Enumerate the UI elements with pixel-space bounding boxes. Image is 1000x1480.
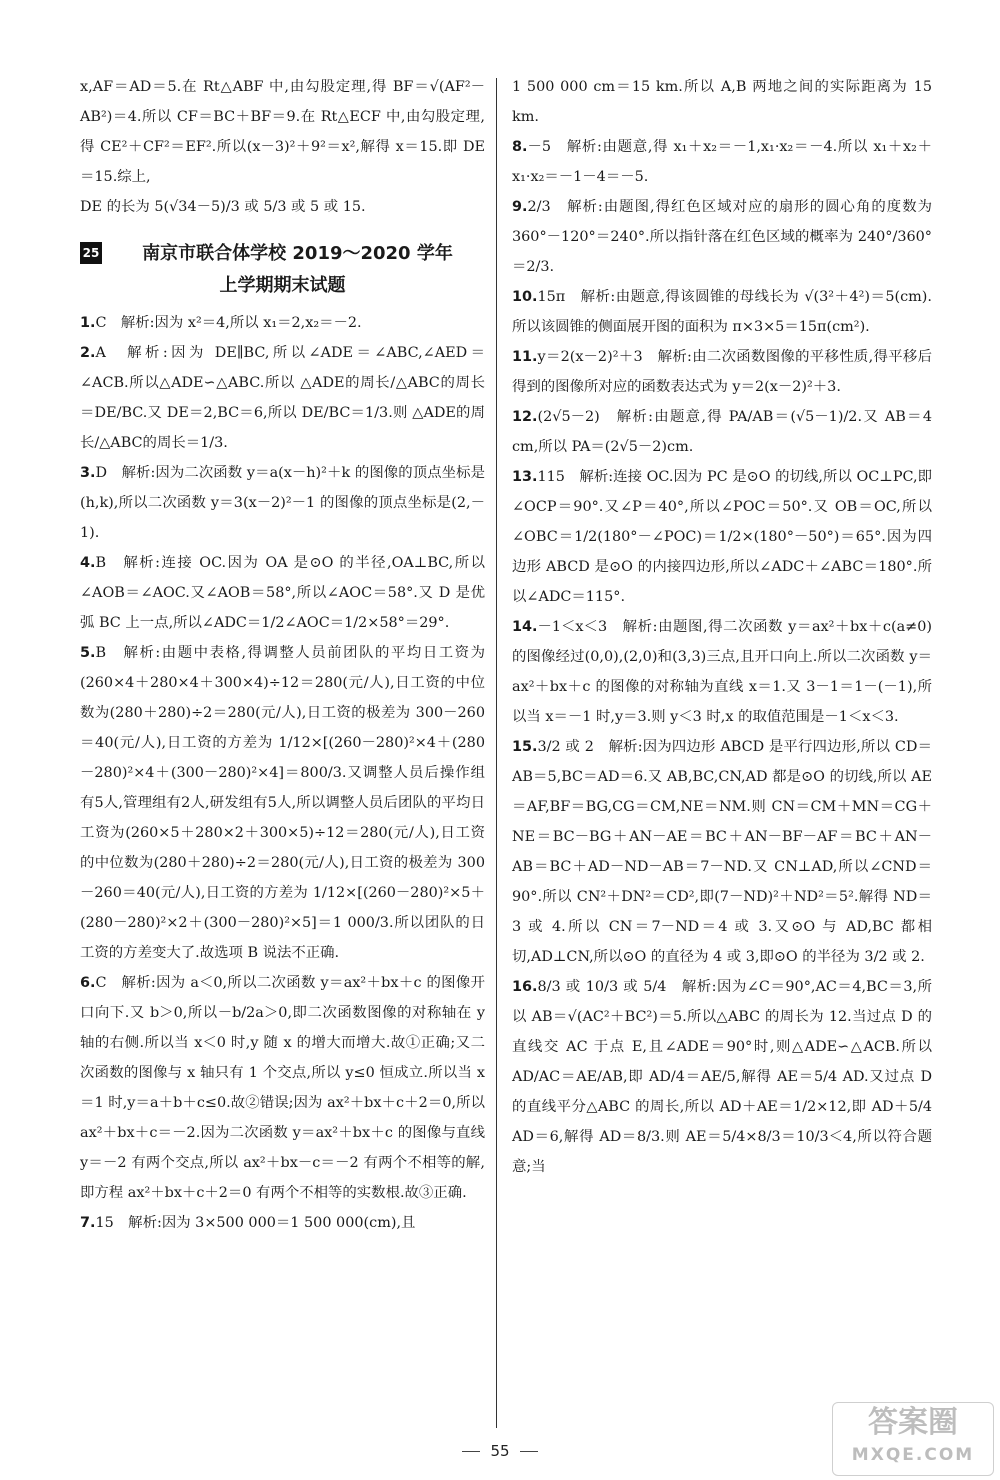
continued-paragraph: x,AF＝AD＝5.在 Rt△ABF 中,由勾股定理,得 BF＝√(AF²－AB²)＝4.所以 CF＝BC＋BF＝9.在 Rt△ECF 中,由勾股定理,得 CE²＋CF²＝EF².所以(x－3)²＋9²＝x²,解得 x＝15.即 DE＝15.综上,: [80, 79, 485, 185]
item-number: 12.: [512, 409, 538, 425]
item-text: －1＜x＜3 解析:由题图,得二次函数 y＝ax²＋bx＋c(a≠0)的图像经过(0,0),(2,0)和(3,3)三点,且开口向上.所以二次函数 y＝ax²＋bx＋c 的图像的对称轴为直线 x＝1.又 3－1＝1－(－1),所以当 x＝－1 时,y＝3.则 y＜3 时,x 的取值范围是－1＜x＜3.: [512, 619, 932, 725]
answer-item: [80, 1208, 485, 1238]
answer-item: [512, 612, 932, 732]
item-number: 14.: [512, 619, 538, 635]
answer-item: [512, 192, 932, 282]
item-number: 8.: [512, 139, 528, 155]
item-number: 16.: [512, 979, 538, 995]
answer-item: [512, 342, 932, 402]
item-text: 3/2 或 2 解析:因为四边形 ABCD 是平行四边形,所以 CD＝AB＝5,BC＝AD＝6.又 AB,BC,CN,AD 都是⊙O 的切线,所以 AE＝AF,BF＝BG,CG＝CM,NE＝NM.则 CN＝CM＋MN＝CG＋NE＝BC－BG＋AN－AE＝BC＋AN－BF－AF＝BC＋AN－AB＝BC＋AD－ND－AB＝7－ND.又 CN⊥AD,所以∠CND＝90°.所以 CN²＋DN²＝CD²,即(7－ND)²＋ND²＝5².解得 ND＝3 或 4.所以 CN＝7－ND＝4 或 3.又⊙O 与 AD,BC 都相切,AD⊥CN,所以⊙O 的直径为 4 或 3,即⊙O 的半径为 3/2 或 2.: [512, 739, 932, 965]
answer-item: [512, 972, 932, 1182]
right-column: [512, 72, 932, 1182]
site-watermark-logo: [832, 1402, 994, 1476]
footer-dash-left: [462, 1451, 480, 1452]
section-title: [80, 238, 485, 302]
watermark-line1: 答案圈: [868, 1405, 958, 1440]
item-number: 13.: [512, 469, 538, 485]
item-text: y＝2(x－2)²＋3 解析:由二次函数图像的平移性质,得平移后得到的图像所对应的函数表达式为 y＝2(x－2)²＋3.: [512, 349, 932, 395]
answer-item: [80, 458, 485, 548]
left-column: [80, 72, 485, 1238]
answer-item: [512, 132, 932, 192]
item-number: 2.: [80, 345, 96, 361]
item-text: －5 解析:由题意,得 x₁＋x₂＝－1,x₁·x₂＝－4.所以 x₁＋x₂＋x₁·x₂＝－1－4＝－5.: [512, 139, 932, 185]
watermark-line2: MXQE.COM: [851, 1445, 975, 1465]
item-number: 5.: [80, 645, 96, 661]
column-divider: [496, 78, 497, 1428]
item-number: 15.: [512, 739, 538, 755]
answer-item: [80, 638, 485, 968]
section-badge: 25: [80, 242, 102, 264]
section-title-line2: 上学期期末试题: [219, 275, 346, 296]
answer-item: [80, 338, 485, 458]
section-title-line1: 南京市联合体学校 2019～2020 学年: [142, 243, 453, 264]
item-text: 15 解析:因为 3×500 000＝1 500 000(cm),且: [95, 1215, 416, 1231]
item-number: 9.: [512, 199, 528, 215]
item-text: B 解析:由题中表格,得调整人员前团队的平均日工资为(260×4＋280×4＋300×4)÷12＝280(元/人),日工资的中位数为(280＋280)÷2＝280(元/人),日工资的极差为 300－260＝40(元/人),日工资的方差为 1/12×[(260－280)²×4＋(280－280)²×4＋(300－280)²×4]＝800/3.又调整人员后操作组有5人,管理组有2人,研发组有5人,所以调整人员后团队的平均日工资为(260×5＋280×2＋300×5)÷12＝280(元/人),日工资的中位数为(280＋280)÷2＝280(元/人),日工资的极差为 300－260＝40(元/人),日工资的方差为 1/12×[(260－280)²×5＋(280－280)²×2＋(300－280)²×5]＝1 000/3.所以团队的日工资的方差变大了.故选项 B 说法不正确.: [80, 645, 485, 961]
item-text: (2√5－2) 解析:由题意,得 PA/AB＝(√5－1)/2.又 AB＝4 cm,所以 PA＝(2√5－2)cm.: [512, 409, 932, 455]
continued-paragraph: DE 的长为 5(√34－5)/3 或 5/3 或 5 或 15.: [80, 199, 366, 215]
item-number: 10.: [512, 289, 538, 305]
item-text: 2/3 解析:由题图,得红色区域对应的扇形的圆心角的度数为 360°－120°＝240°.所以指针落在红色区域的概率为 240°/360°＝2/3.: [512, 199, 932, 275]
item-text: 1 500 000 cm＝15 km.所以 A,B 两地之间的实际距离为 15 km.: [512, 79, 932, 125]
answer-item: [512, 402, 932, 462]
item-number: 1.: [80, 315, 96, 331]
footer-dash-right: [520, 1451, 538, 1452]
item-number: 4.: [80, 555, 96, 571]
answer-item: [512, 462, 932, 612]
item-text: 15π 解析:由题意,得该圆锥的母线长为 √(3²＋4²)＝5(cm).所以该圆锥的侧面展开图的面积为 π×3×5＝15π(cm²).: [512, 289, 932, 335]
item-number: 3.: [80, 465, 96, 481]
item-text: C 解析:因为 a＜0,所以二次函数 y＝ax²＋bx＋c 的图像开口向下.又 b＞0,所以－b/2a＞0,即二次函数图像的对称轴在 y 轴的右侧.所以当 x＜0 时,y 随 x 的增大而增大.故①正确;又二次函数的图像与 x 轴只有 1 个交点,所以 y≤0 恒成立.所以当 x＝1 时,y＝a＋b＋c≤0.故②错误;因为 ax²＋bx＋c＋2＝0,所以 ax²＋bx＋c＝－2.因为二次函数 y＝ax²＋bx＋c 的图像与直线 y＝－2 有两个交点,所以 ax²＋bx－c＝－2 有两个不相等的解,即方程 ax²＋bx＋c＋2＝0 有两个不相等的实数根.故③正确.: [80, 975, 485, 1201]
item-text: 115 解析:连接 OC.因为 PC 是⊙O 的切线,所以 OC⊥PC,即∠OCP＝90°.又∠P＝40°,所以∠POC＝50°.又 OB＝OC,所以∠OBC＝1/2(180°－∠POC)＝1/2×(180°－50°)＝65°.因为四边形 ABCD 是⊙O 的内接四边形,所以∠ADC＋∠ABC＝180°.所以∠ADC＝115°.: [512, 469, 932, 605]
item-number: 7.: [80, 1215, 96, 1231]
answer-item: [512, 732, 932, 972]
page-number: 55: [490, 1442, 510, 1460]
item-number: 11.: [512, 349, 538, 365]
answer-item: [80, 968, 485, 1208]
answer-item: [80, 308, 485, 338]
item-text: C 解析:因为 x²＝4,所以 x₁＝2,x₂＝－2.: [95, 315, 362, 331]
answer-item: [512, 72, 932, 132]
item-number: 6.: [80, 975, 96, 991]
item-text: 8/3 或 10/3 或 5/4 解析:因为∠C＝90°,AC＝4,BC＝3,所以 AB＝√(AC²＋BC²)＝5.所以△ABC 的周长为 12.当过点 D 的直线交 AC 于点 E,且∠ADE＝90°时,则△ADE∽△ACB.所以 AD/AC＝AE/AB,即 AD/4＝AE/5,解得 AE＝5/4 AD.又过点 D 的直线平分△ABC 的周长,所以 AD＋AE＝1/2×12,即 AD＋5/4 AD＝6,解得 AD＝8/3.则 AE＝5/4×8/3＝10/3＜4,所以符合题意;当: [512, 979, 932, 1175]
answer-item: [80, 548, 485, 638]
answer-item: [512, 282, 932, 342]
item-text: B 解析:连接 OC.因为 OA 是⊙O 的半径,OA⊥BC,所以∠AOB＝∠AOC.又∠AOB＝58°,所以∠AOC＝58°.又 D 是优弧 BC 上一点,所以∠ADC＝1/2∠AOC＝1/2×58°＝29°.: [80, 555, 485, 631]
item-text: D 解析:因为二次函数 y＝a(x－h)²＋k 的图像的顶点坐标是(h,k),所以二次函数 y＝3(x－2)²－1 的图像的顶点坐标是(2,－1).: [80, 465, 485, 541]
item-text: A 解析:因为 DE∥BC,所以∠ADE＝∠ABC,∠AED＝∠ACB.所以△ADE∽△ABC.所以 △ADE的周长/△ABC的周长＝DE/BC.又 DE＝2,BC＝6,所以 DE/BC＝1/3.则 △ADE的周长/△ABC的周长＝1/3.: [80, 345, 485, 451]
